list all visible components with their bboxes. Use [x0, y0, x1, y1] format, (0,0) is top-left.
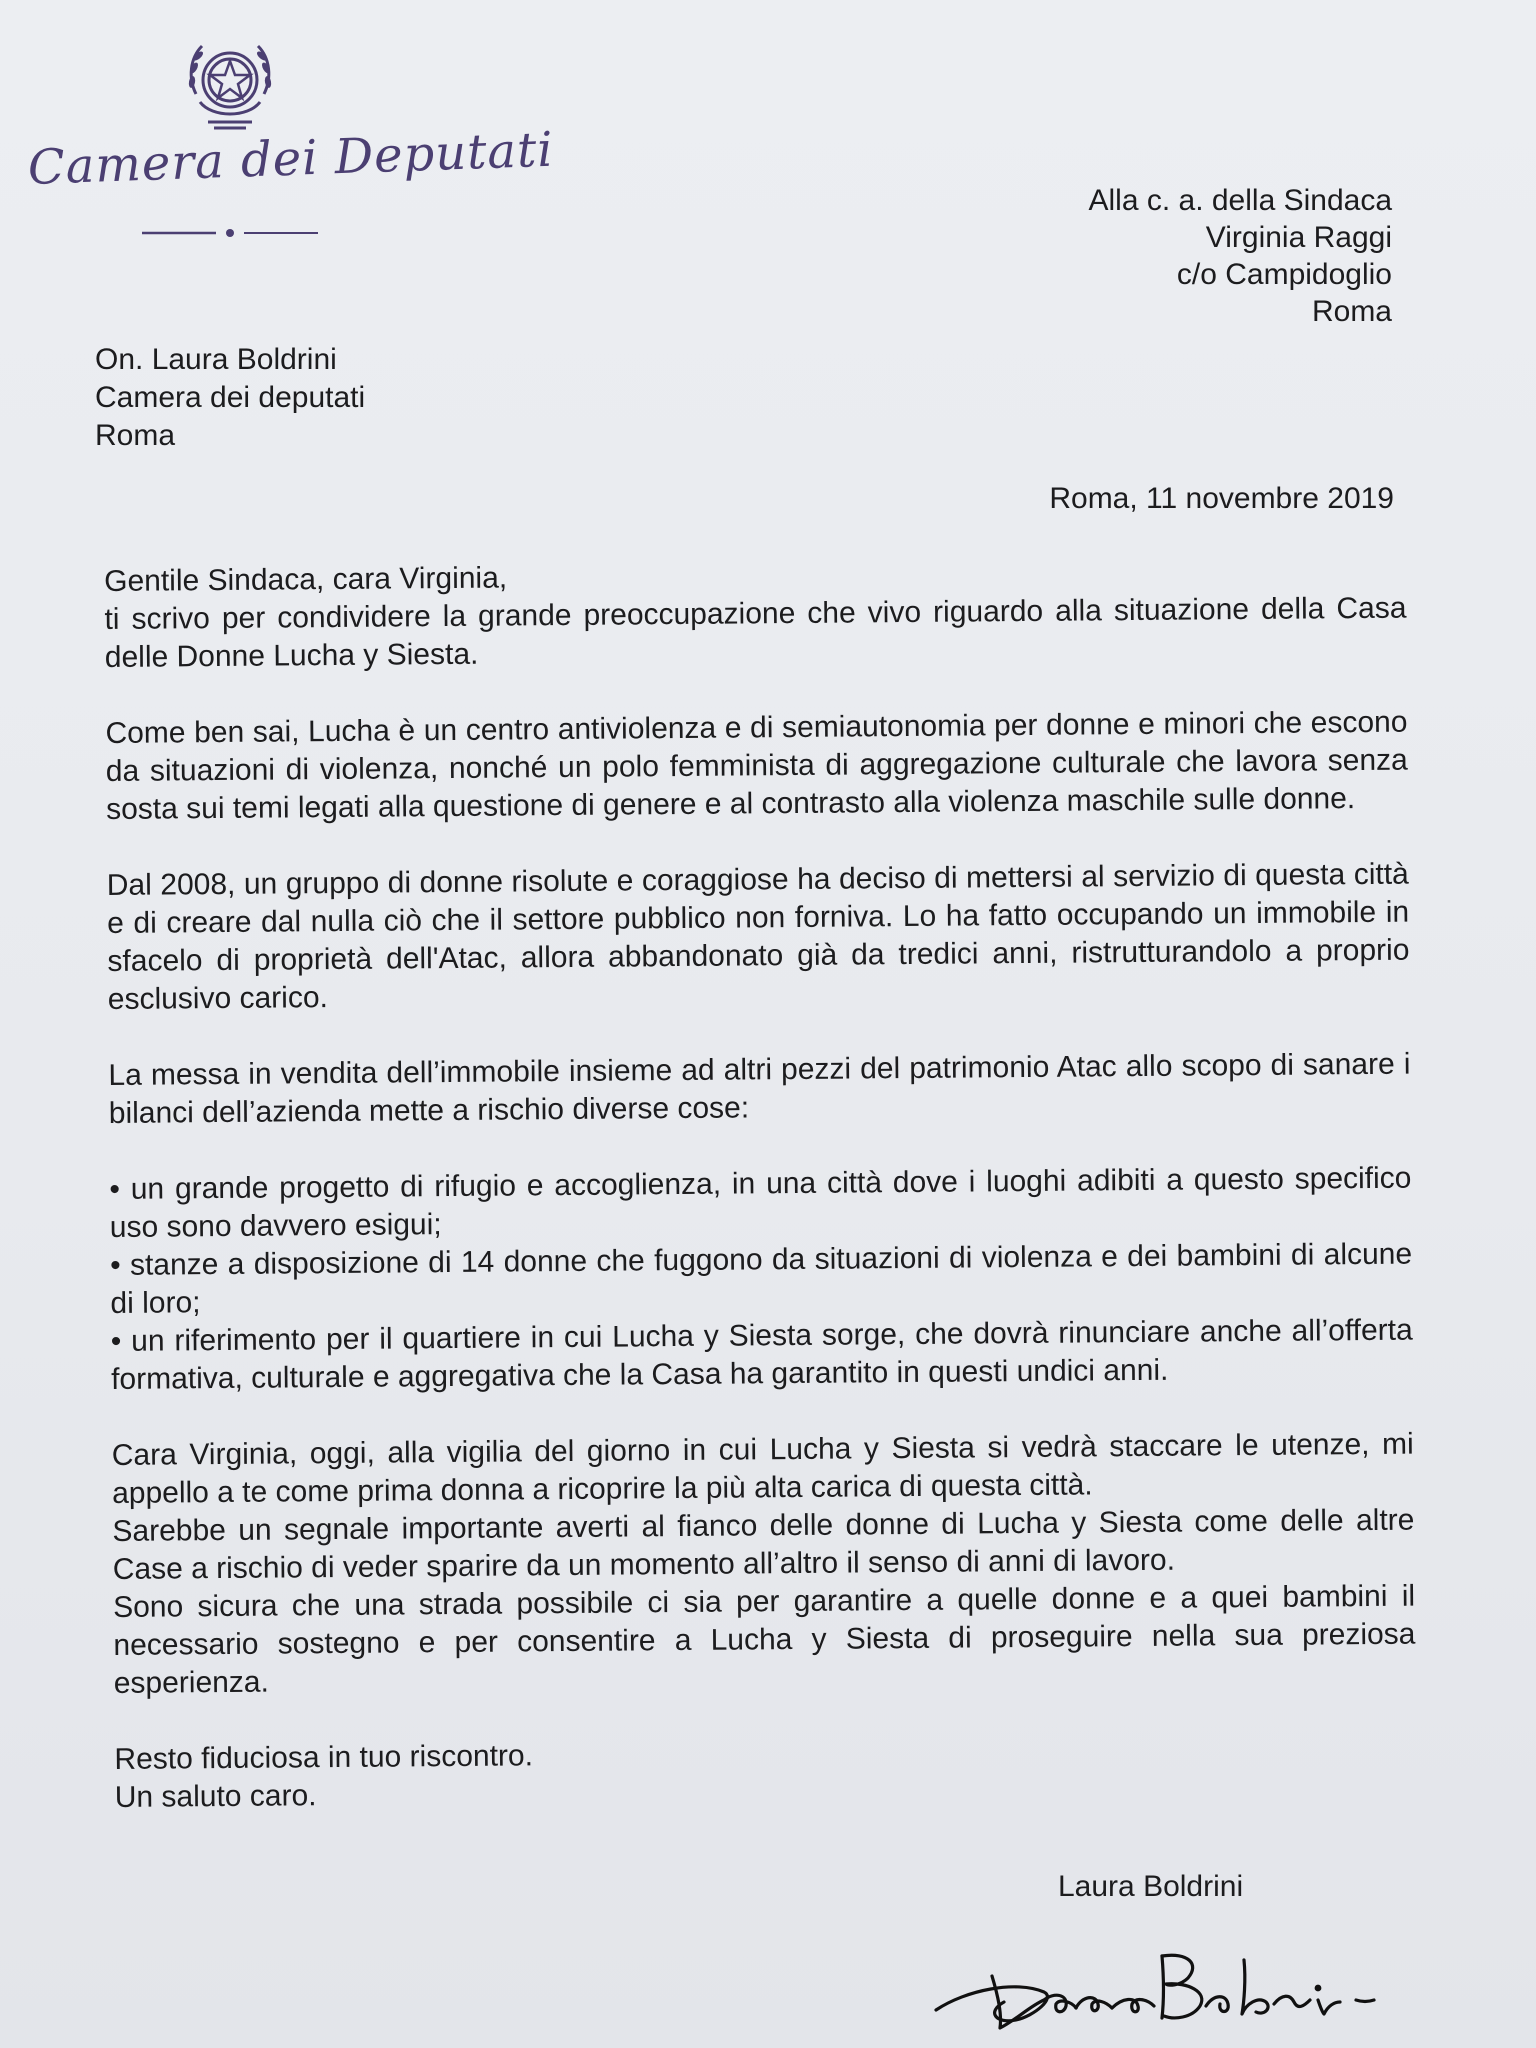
body-paragraph: La messa in vendita dell’immobile insieme ad altri pezzi del patrimonio Atac allo scopo di sanare i bilanci dell’azienda mette a rischio diverse cose: — [108, 1047, 1411, 1130]
recipient-line: c/o Campidoglio — [1176, 258, 1392, 291]
letter-body — [104, 552, 1417, 1817]
recipient-line: Alla c. a. della Sindaca — [1088, 184, 1392, 217]
recipient-line: Roma — [1311, 295, 1392, 328]
signatory-name: Laura Boldrini — [1058, 1870, 1244, 1903]
italian-republic-emblem-icon — [178, 28, 282, 136]
bullet-item: • stanze a disposizione di 14 donne che fuggono da situazioni di violenza e dei bambini di alcune di loro; — [109, 1237, 1413, 1320]
handwritten-signature — [926, 1940, 1386, 2035]
closing-line: Un saluto caro. — [114, 1779, 317, 1814]
closing-line: Resto fiduciosa in tuo riscontro. — [114, 1739, 534, 1776]
institution-name: Camera dei Deputati — [27, 121, 555, 196]
intro-paragraph: ti scrivo per condividere la grande preoccupazione che vivo riguardo alla situazione della Casa delle Donne Lucha y Siesta. — [104, 591, 1407, 674]
body-paragraph: Cara Virginia, oggi, alla vigilia del giorno in cui Lucha y Siesta si vedrà staccare le utenze, mi appello a te come prima donna a ricoprire la più alta carica di questa città. — [111, 1427, 1414, 1510]
body-paragraph: Sono sicura che una strada possibile ci sia per garantire a quelle donne e a quei bambini il necessario sostegno e per consentire a Lucha y Siesta di proseguire nella sua preziosa esperienza. — [112, 1579, 1416, 1700]
letterhead-ornament-divider — [140, 226, 320, 240]
sender-address-block — [95, 341, 365, 455]
letter-date: Roma, 11 novembre 2019 — [1049, 482, 1394, 515]
greeting: Gentile Sindaca, cara Virginia, — [104, 561, 508, 598]
body-paragraph: Dal 2008, un gruppo di donne risolute e coraggiose ha deciso di mettersi al servizio di questa città e di creare dal nulla ciò che il settore pubblico non forniva. Lo ha fatto occupando un immobile in sfacelo di proprietà dell'Atac, allora abbandonato già da tredici anni, ristrutturandolo a proprio esclusivo carico. — [106, 857, 1410, 1016]
bullet-item: • un riferimento per il quartiere in cui Lucha y Siesta sorge, che dovrà rinunciare anche all’offerta formativa, culturale e aggregativa che la Casa ha garantito in questi undici anni. — [110, 1313, 1413, 1396]
body-paragraph: Sarebbe un segnale importante averti al fianco delle donne di Lucha y Siesta come delle altre Case a rischio di veder sparire da un momento all’altro il senso di anni di lavoro. — [112, 1503, 1415, 1586]
body-paragraph: Come ben sai, Lucha è un centro antiviolenza e di semiautonomia per donne e minori che escono da situazioni di violenza, nonché un polo femminista di aggregazione culturale che lavora senza sosta sui temi legati alla questione di genere e al contrasto alla violenza maschile sulle donne. — [105, 705, 1408, 826]
bullet-item: • un grande progetto di rifugio e accoglienza, in una città dove i luoghi adibiti a questo specifico uso sono davvero esigui; — [109, 1161, 1412, 1244]
sender-line: Roma — [95, 419, 176, 452]
sender-line: Camera dei deputati — [95, 381, 366, 414]
recipient-line: Virginia Raggi — [1205, 221, 1392, 254]
recipient-address-block — [1088, 182, 1392, 330]
sender-line: On. Laura Boldrini — [95, 343, 337, 376]
